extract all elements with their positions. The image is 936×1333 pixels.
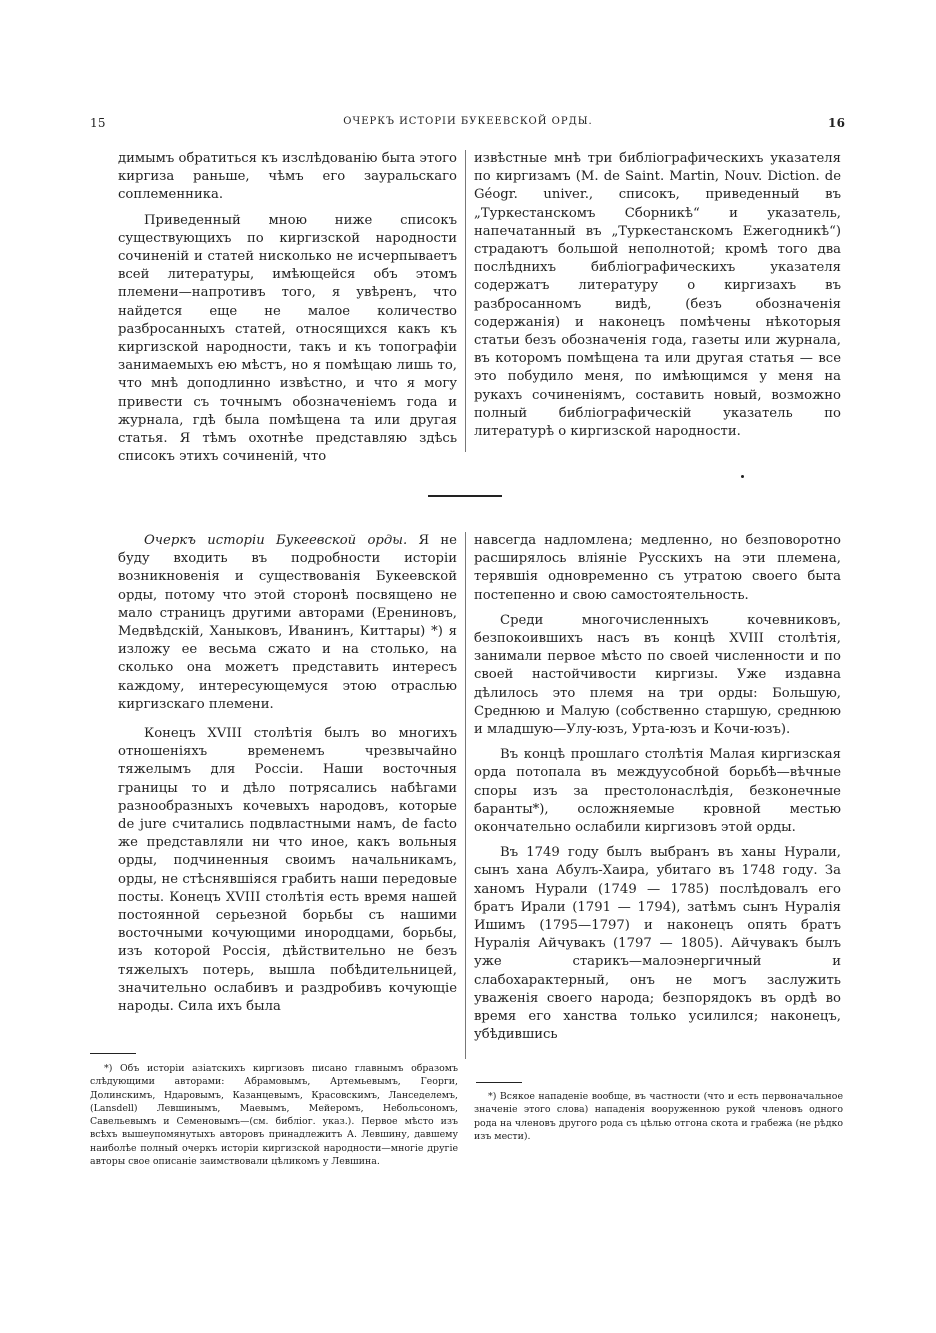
paragraph: извѣстные мнѣ три библіографическихъ указателя по киргизамъ (M. de Saint. Martin, Nouv. Diction. de Géogr. univer., списокъ, приведенный въ „Туркестанскомъ Сборникѣ“ и указатель, напечатанный въ „Туркестанскомъ Ежегодникѣ“) страдаютъ большой неполнотой; кромѣ того два послѣднихъ библіографическихъ указателя содержатъ литературу о киргизахъ въ разбросанномъ видѣ, (безъ обозначенія содержанія) и наконецъ помѣчены нѣкоторыя статьи безъ обозначенія года, газеты или журнала, въ которомъ помѣщена та или другая статья — все это побудило меня, по имѣющимся у меня на рукахъ сочиненіямъ, составить новый, возможно полный библіографическій указатель по литературѣ о киргизской народности.: [474, 151, 841, 440]
paragraph: димымъ обратиться къ изслѣдованію быта этого киргиза раньше, чѣмъ его зауральскаго соплеменника.: [118, 151, 457, 203]
section-heading: Очеркъ исторіи Букеевской орды.: [144, 533, 408, 548]
footnote-rule: [476, 1082, 522, 1083]
section1-right-column: [474, 150, 841, 441]
footnote-rule: [90, 1053, 136, 1054]
running-title: ОЧЕРКЪ ИСТОРІИ БУКЕЕВСКОЙ ОРДЫ.: [343, 116, 593, 127]
paragraph: Конецъ XVIII столѣтія былъ во многихъ отношеніяхъ временемъ чрезвычайно тяжелымъ для Россіи. Наши восточныя границы то и дѣло потрясались набѣгами разнообразныхъ кочевыхъ народовъ, которые de jure считались подвластными намъ, de facto же представляли ни что иное, какъ вольныя орды, подчиненныя своимъ начальникамъ, орды, не стѣснявшіяся грабить наши передовые посты. Конецъ XVIII столѣтія есть время нашей постоянной серьезной борьбы съ нашими восточными кочующими инородцами, борьбы, изъ которой Россія, дѣйствительно не безъ тяжелыхъ потерь, вышла побѣдительницей, значительно ослабивъ и раздробивъ кочующіе народы. Сила ихъ была: [118, 726, 457, 1015]
section2-left-column: [118, 532, 457, 1016]
paragraph-text: Я не буду входить въ подробности исторіи возникновенія и существованія Букеевской орды, потому что этой сторонѣ посвящено не мало страницъ другими авторами (Ерениновъ, Медвѣдскій, Ханыковъ, Иванинъ, Киттары) *) я изложу ее весьма сжато и на столько, на сколько она можетъ представить интересъ каждому, интересующемуся этою отраслью киргизскаго племени.: [118, 533, 457, 712]
paragraph: навсегда надломлена; медленно, но безповоротно расширялось вліяніе Русскихъ на эти племена, терявшія одновременно съ утратою своего быта постепенно и свою самостоятельность.: [474, 533, 841, 603]
paragraph: Приведенный мною ниже списокъ существующихъ по киргизской народности сочиненій и статей нисколько не исчерпываетъ всей литературы, имѣющейся объ этомъ племени—напротивъ того, я увѣренъ, что найдется еще не малое количество разбросанныхъ статей, относящихся какъ къ киргизской народности, такъ и къ топографіи занимаемыхъ ею мѣстъ, но я помѣщаю лишь то, что мнѣ доподлинно извѣстно, и что я могу привести съ точнымъ обозначеніемъ года и журнала, гдѣ была помѣщена та или другая статья. Я тѣмъ охотнѣе представляю здѣсь списокъ этихъ сочиненій, что: [118, 212, 457, 465]
section2-right-column: [474, 532, 841, 1044]
paragraph: Среди многочисленныхъ кочевниковъ, безпокоившихъ насъ въ концѣ XVIII столѣтія, занимали первое мѣсто по своей численности и по своей настойчивости киргизы. Уже издавна дѣлилось это племя на три орды: Большую, Среднюю и Малую (собственно старшую, среднюю и младшую—Улу-юзъ, Урта-юзъ и Кочи-юзъ).: [474, 612, 841, 738]
paragraph-with-heading: [118, 532, 457, 714]
page-number-left: 15: [90, 116, 106, 130]
paragraph: Въ концѣ прошлаго столѣтія Малая киргизская орда потопала въ междуусобной борьбѣ—вѣчные споры изъ за престолонаслѣдія, безконечные баранты*), осложняемые кровной местью окончательно ослабили киргизовъ этой орды.: [474, 747, 841, 836]
footnote-right: [474, 1090, 843, 1143]
page-number-right: 16: [828, 116, 846, 130]
section1-left-column: [118, 150, 457, 466]
column-divider: [465, 150, 466, 452]
section-divider: [428, 495, 502, 497]
column-divider: [465, 532, 466, 1059]
footnote-text: *) Всякое нападеніе вообще, въ частности (что и есть первоначальное значеніе этого слова) нападенія вооруженною рукой членовъ одного рода на членовъ другого рода съ цѣлью отгона скота и грабежа (не рѣдко изъ мести).: [474, 1091, 843, 1142]
footnote-left: [90, 1062, 458, 1168]
print-speck: [741, 475, 744, 478]
footnote-text: *) Объ исторіи азіатскихъ киргизовъ писано главнымъ образомъ слѣдующими авторами: Абрамовымъ, Артемьевымъ, Георги, Долинскимъ, Ндаровымъ, Казанцевымъ, Красовскимъ, Ланседелемъ, (Lansdell) Левшинымъ, Маевымъ, Мейеромъ, Небольсономъ, Савельевымъ и Семеновымъ—(см. библіог. указ.). Первое мѣсто изъ всѣхъ вышеупомянутыхъ авторовъ принадлежитъ А. Левшину, давшему наиболѣе полный очеркъ исторіи киргизской народности—многіе другіе авторы свое описаніе заимствовали цѣликомъ у Левшина.: [90, 1063, 458, 1168]
paragraph: Въ 1749 году былъ выбранъ въ ханы Нурали, сынъ хана Абулъ-Хаира, убитаго въ 1748 году. За ханомъ Нурали (1749 — 1785) послѣдовалъ его братъ Ирали (1791 — 1794), затѣмъ сынъ Нуралія Ишимъ (1795—1797) и наконецъ опять братъ Нуралія Айчувакъ (1797 — 1805). Айчувакъ былъ уже старикъ—малоэнергичный и слабохарактерный, онъ не могъ заслужить уваженія своего народа; безпорядокъ въ ордѣ во время его ханства только усилился; наконецъ, убѣдившись: [474, 845, 841, 1043]
